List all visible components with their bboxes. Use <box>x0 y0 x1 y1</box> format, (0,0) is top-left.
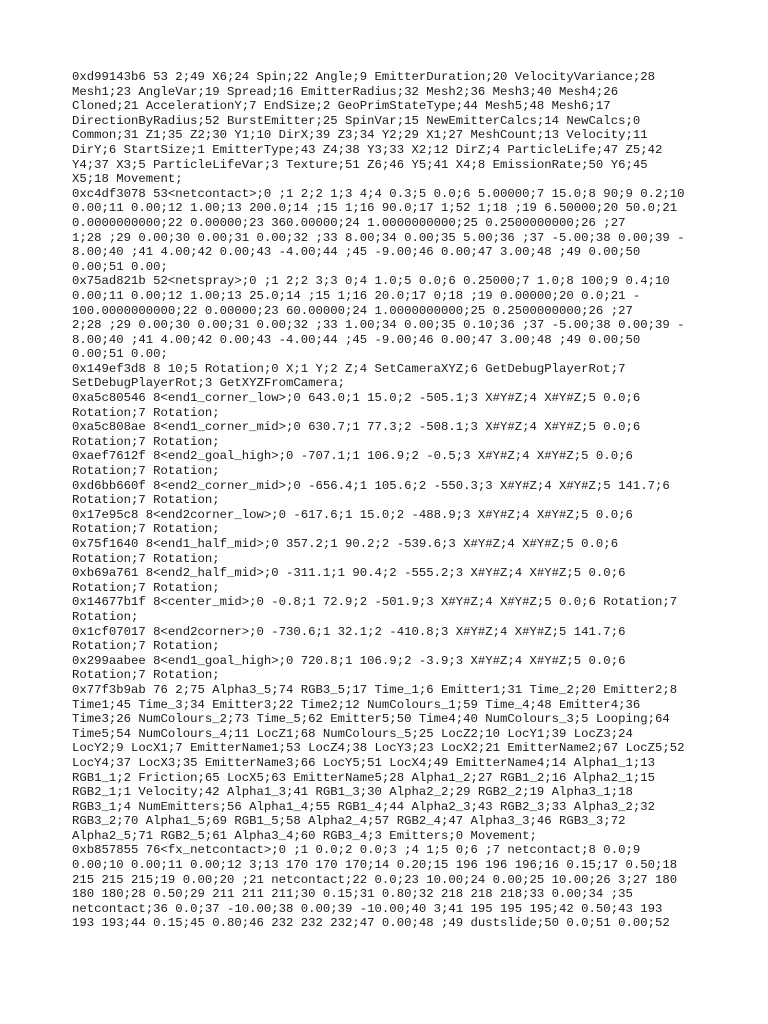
text-line: 0xb857855 76<fx_netcontact>;0 ;1 0.0;2 0.0;3 ;4 1;5 0;6 ;7 netcontact;8 0.0;9 <box>72 843 641 858</box>
text-line: Rotation;7 Rotation; <box>72 405 220 420</box>
text-line: 193 193;44 0.15;45 0.80;46 232 232 232;47 0.00;48 ;49 dustslide;50 0.0;51 0.00;52 <box>72 916 670 931</box>
text-line: Cloned;21 AccelerationY;7 EndSize;2 GeoPrimStateType;44 Mesh5;48 Mesh6;17 <box>72 99 611 114</box>
text-line: 180 180;28 0.50;29 211 211 211;30 0.15;31 0.80;32 218 218 218;33 0.00;34 ;35 <box>72 887 633 902</box>
text-line: 0x17e95c8 8<end2corner_low>;0 -617.6;1 15.0;2 -488.9;3 X#Y#Z;4 X#Y#Z;5 0.0;6 <box>72 507 633 522</box>
text-line: Time1;45 Time_3;34 Emitter3;22 Time2;12 NumColours_1;59 Time_4;48 Emitter4;36 <box>72 697 641 712</box>
text-line: 0x1cf07017 8<end2corner>;0 -730.6;1 32.1;2 -410.8;3 X#Y#Z;4 X#Y#Z;5 141.7;6 <box>72 624 626 639</box>
text-line: 0.0000000000;22 0.00000;23 360.00000;24 1.0000000000;25 0.2500000000;26 ;27 <box>72 215 626 230</box>
text-line: 0xb69a761 8<end2_half_mid>;0 -311.1;1 90.4;2 -555.2;3 X#Y#Z;4 X#Y#Z;5 0.0;6 <box>72 566 626 581</box>
text-line: Rotation;7 Rotation; <box>72 639 220 654</box>
text-line: 0x149ef3d8 8 10;5 Rotation;0 X;1 Y;2 Z;4 SetCameraXYZ;6 GetDebugPlayerRot;7 <box>72 361 626 376</box>
text-line: Rotation;7 Rotation; <box>72 580 220 595</box>
text-line: Rotation;7 Rotation; <box>72 551 220 566</box>
text-line: X5;18 Movement; <box>72 172 183 187</box>
text-line: Time5;54 NumColours_4;11 LocZ1;68 NumColours_5;25 LocZ2;10 LocY1;39 LocZ3;24 <box>72 726 633 741</box>
text-line: Rotation;7 Rotation; <box>72 522 220 537</box>
text-line: 0x75f1640 8<end1_half_mid>;0 357.2;1 90.2;2 -539.6;3 X#Y#Z;4 X#Y#Z;5 0.0;6 <box>72 537 619 551</box>
text-line: 0xaef7612f 8<end2_goal_high>;0 -707.1;1 106.9;2 -0.5;3 X#Y#Z;4 X#Y#Z;5 0.0;6 <box>72 449 633 464</box>
text-line: 8.00;40 ;41 4.00;42 0.00;43 -4.00;44 ;45 -9.00;46 0.00;47 3.00;48 ;49 0.00;50 <box>72 332 641 347</box>
text-line: Rotation;7 Rotation; <box>72 434 220 449</box>
text-line: 0xd6bb660f 8<end2_corner_mid>;0 -656.4;1 105.6;2 -550.3;3 X#Y#Z;4 X#Y#Z;5 141.7;6 <box>72 478 670 493</box>
text-line: 2;28 ;29 0.00;30 0.00;31 0.00;32 ;33 1.00;34 0.00;35 0.10;36 ;37 -5.00;38 0.00;39 - <box>72 318 685 333</box>
text-line: 1;28 ;29 0.00;30 0.00;31 0.00;32 ;33 8.00;34 0.00;35 5.00;36 ;37 -5.00;38 0.00;39 - <box>72 230 685 245</box>
text-line: LocY2;9 LocX1;7 EmitterName1;53 LocZ4;38 LocY3;23 LocX2;21 EmitterName2;67 LocZ5;52 <box>72 741 685 756</box>
text-line: RGB2_1;1 Velocity;42 Alpha1_3;41 RGB1_3;30 Alpha2_2;29 RGB2_2;19 Alpha3_1;18 <box>72 785 633 800</box>
text-line: 0x75ad821b 52<netspray>;0 ;1 2;2 3;3 0;4 1.0;5 0.0;6 0.25000;7 1.0;8 100;9 0.4;10 <box>72 274 670 289</box>
text-line: RGB3_1;4 NumEmitters;56 Alpha1_4;55 RGB1_4;44 Alpha2_3;43 RGB2_3;33 Alpha3_2;32 <box>72 799 655 814</box>
text-line: 8.00;40 ;41 4.00;42 0.00;43 -4.00;44 ;45 -9.00;46 0.00;47 3.00;48 ;49 0.00;50 <box>72 245 641 260</box>
text-line: 0x77f3b9ab 76 2;75 Alpha3_5;74 RGB3_5;17 Time_1;6 Emitter1;31 Time_2;20 Emitter2;8 <box>72 682 678 697</box>
text-line: 0x299aabee 8<end1_goal_high>;0 720.8;1 106.9;2 -3.9;3 X#Y#Z;4 X#Y#Z;5 0.0;6 <box>72 653 626 668</box>
text-line: Time3;26 NumColours_2;73 Time_5;62 Emitter5;50 Time4;40 NumColours_3;5 Looping;64 <box>72 712 670 727</box>
text-line: 0xa5c808ae 8<end1_corner_mid>;0 630.7;1 77.3;2 -508.1;3 X#Y#Z;4 X#Y#Z;5 0.0;6 <box>72 420 641 435</box>
text-line: Alpha2_5;71 RGB2_5;61 Alpha3_4;60 RGB3_4;3 Emitters;0 Movement; <box>72 828 537 843</box>
text-line: 0.00;11 0.00;12 1.00;13 25.0;14 ;15 1;16 20.0;17 0;18 ;19 0.00000;20 0.0;21 - <box>72 288 641 303</box>
text-line: 0xd99143b6 53 2;49 X6;24 Spin;22 Angle;9 EmitterDuration;20 VelocityVariance;28 <box>72 70 655 84</box>
text-line: RGB3_2;70 Alpha1_5;69 RGB1_5;58 Alpha2_4;57 RGB2_4;47 Alpha3_3;46 RGB3_3;72 <box>72 814 626 829</box>
text-line: Common;31 Z1;35 Z2;30 Y1;10 DirX;39 Z3;34 Y2;29 X1;27 MeshCount;13 Velocity;11 <box>72 128 648 143</box>
text-line: LocY4;37 LocX3;35 EmitterName3;66 LocY5;51 LocX4;49 EmitterName4;14 Alpha1_1;13 <box>72 755 655 770</box>
text-line: 0x14677b1f 8<center_mid>;0 -0.8;1 72.9;2 -501.9;3 X#Y#Z;4 X#Y#Z;5 0.0;6 Rotation;7 <box>72 595 678 610</box>
text-line: DirectionByRadius;52 BurstEmitter;25 SpinVar;15 NewEmitterCalcs;14 NewCalcs;0 <box>72 113 641 128</box>
text-line: Rotation;7 Rotation; <box>72 464 220 479</box>
text-line: RGB1_1;2 Friction;65 LocX5;63 EmitterName5;28 Alpha1_2;27 RGB1_2;16 Alpha2_1;15 <box>72 770 655 785</box>
text-line: DirY;6 StartSize;1 EmitterType;43 Z4;38 Y3;33 X2;12 DirZ;4 ParticleLife;47 Z5;42 <box>72 142 663 157</box>
text-line: 0xa5c80546 8<end1_corner_low>;0 643.0;1 15.0;2 -505.1;3 X#Y#Z;4 X#Y#Z;5 0.0;6 <box>72 391 641 406</box>
text-line: 0.00;51 0.00; <box>72 347 168 362</box>
text-line: 100.0000000000;22 0.00000;23 60.00000;24 1.0000000000;25 0.2500000000;26 ;27 <box>72 303 633 318</box>
text-line: 0.00;10 0.00;11 0.00;12 3;13 170 170 170;14 0.20;15 196 196 196;16 0.15;17 0.50;18 <box>72 858 678 873</box>
text-line: SetDebugPlayerRot;3 GetXYZFromCamera; <box>72 376 346 391</box>
text-line: 0.00;11 0.00;12 1.00;13 200.0;14 ;15 1;16 90.0;17 1;52 1;18 ;19 6.50000;20 50.0;21 <box>72 201 678 216</box>
text-line: Rotation;7 Rotation; <box>72 668 220 683</box>
text-line: 0xc4df3078 53<netcontact>;0 ;1 2;2 1;3 4;4 0.3;5 0.0;6 5.00000;7 15.0;8 90;9 0.2;10 <box>72 186 685 201</box>
text-line: Rotation; <box>72 609 139 624</box>
text-line: Rotation;7 Rotation; <box>72 493 220 508</box>
text-line: Y4;37 X3;5 ParticleLifeVar;3 Texture;51 Z6;46 Y5;41 X4;8 EmissionRate;50 Y6;45 <box>72 157 648 172</box>
document-text <box>72 70 702 931</box>
text-line: 0.00;51 0.00; <box>72 259 168 274</box>
text-line: Mesh1;23 AngleVar;19 Spread;16 EmitterRadius;32 Mesh2;36 Mesh3;40 Mesh4;26 <box>72 84 619 99</box>
text-line: 215 215 215;19 0.00;20 ;21 netcontact;22 0.0;23 10.00;24 0.00;25 10.00;26 3;27 180 <box>72 872 678 887</box>
text-line: netcontact;36 0.0;37 -10.00;38 0.00;39 -10.00;40 3;41 195 195 195;42 0.50;43 193 <box>72 901 663 916</box>
